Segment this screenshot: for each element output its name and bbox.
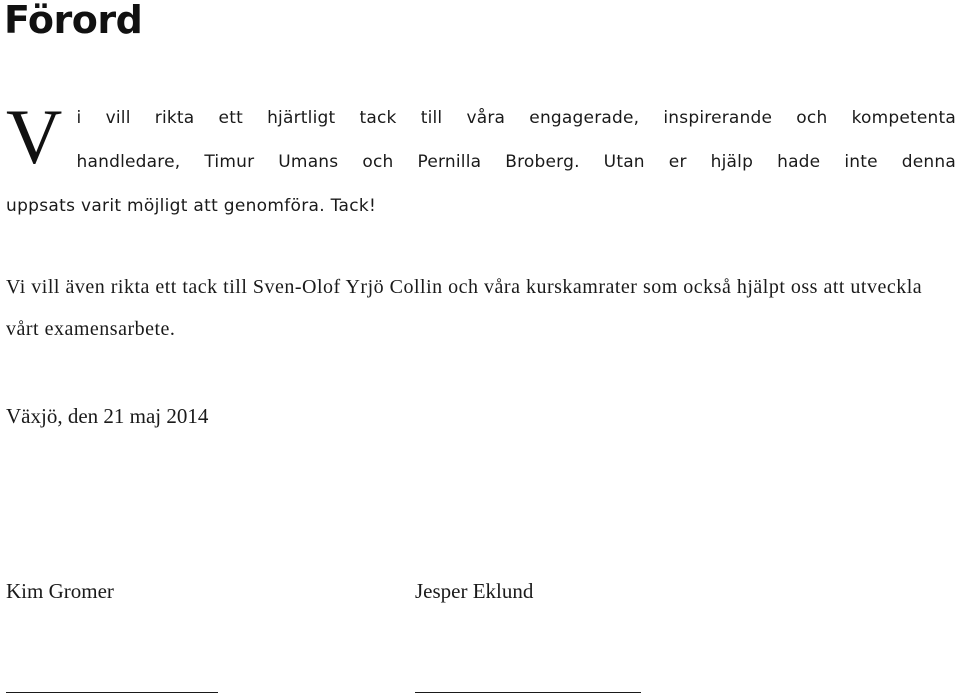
page-title: Förord — [4, 0, 143, 42]
signature-name-2: Jesper Eklund — [415, 579, 534, 603]
drop-cap: V — [6, 93, 63, 180]
paragraph-acknowledgement-supervisors — [6, 93, 956, 228]
signature-line-2 — [415, 692, 641, 693]
paragraph-line-1: i vill rikta ett hjärtligt tack till våra engagerade, inspirerande och kompetenta — [76, 108, 956, 128]
signature-name-1: Kim Gromer — [6, 579, 114, 603]
paragraph-line-3: uppsats varit möjligt att genomföra. Tack! — [6, 196, 377, 216]
signature-line-1 — [6, 692, 218, 693]
paragraph-line-2: handledare, Timur Umans och Pernilla Broberg. Utan er hjälp hade inte denna — [76, 152, 956, 172]
place-and-date: Växjö, den 21 maj 2014 — [6, 404, 209, 428]
paragraph-acknowledgement-others: Vi vill även rikta ett tack till Sven-Olof Yrjö Collin och våra kurskamrater som också hjälpt oss att utveckla vårt examensarbete. — [6, 276, 923, 340]
